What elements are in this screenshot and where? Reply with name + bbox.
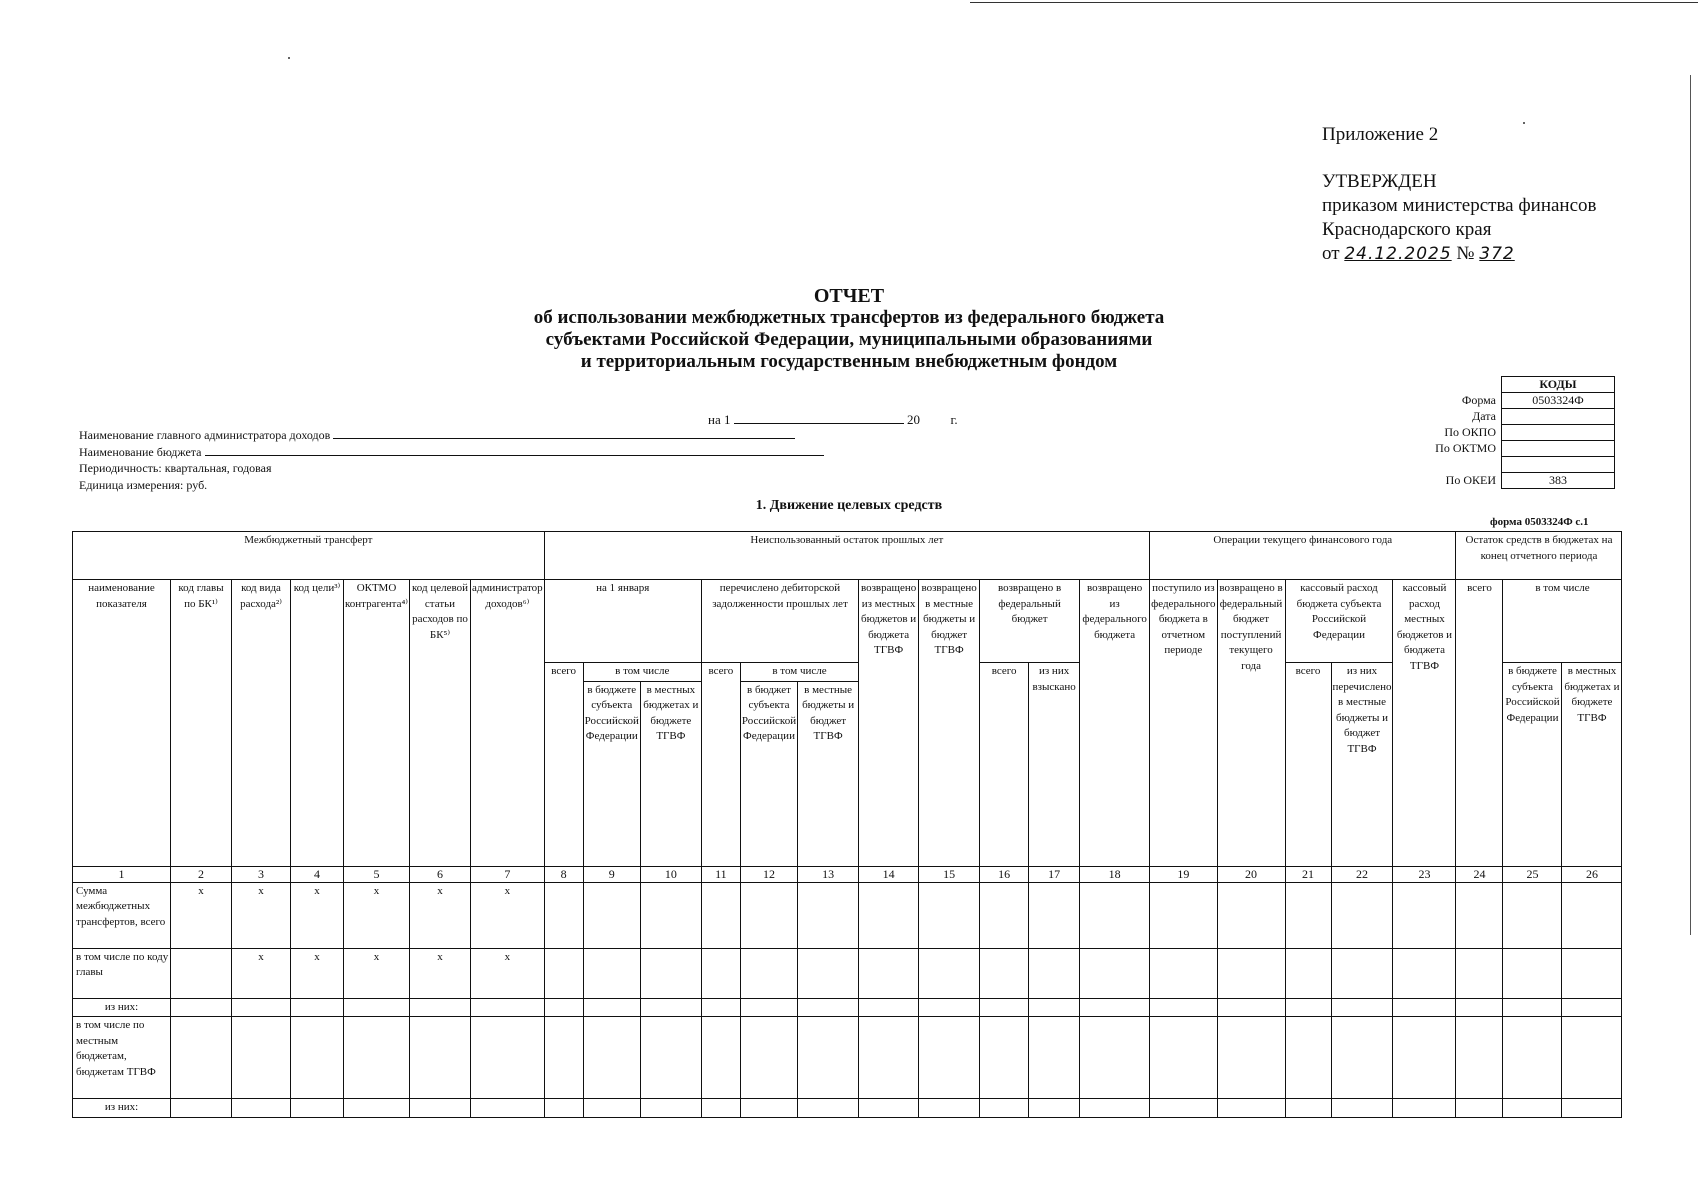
data-cell[interactable]: [470, 1017, 544, 1099]
mark-cell: x: [344, 882, 410, 948]
data-cell[interactable]: [1285, 1099, 1331, 1118]
report-title-line-3: субъектами Российской Федерации, муниципальными образованиями: [545, 329, 1153, 350]
approved-date-line: [1322, 242, 1597, 266]
data-cell[interactable]: [1456, 1017, 1503, 1099]
mark-cell: x: [470, 948, 544, 998]
admin-label: Наименование главного администратора доходов: [79, 428, 331, 442]
data-cell[interactable]: [701, 882, 740, 948]
col-expense-type-code: код вида расхода²⁾: [232, 580, 291, 867]
data-cell[interactable]: [470, 1099, 544, 1118]
column-number: 26: [1562, 866, 1622, 882]
data-cell[interactable]: [583, 1017, 640, 1099]
data-cell[interactable]: [980, 1099, 1029, 1118]
data-cell[interactable]: [232, 998, 291, 1017]
data-cell[interactable]: [1080, 1017, 1150, 1099]
data-cell[interactable]: [1456, 998, 1503, 1017]
data-cell[interactable]: [1562, 998, 1622, 1017]
data-cell[interactable]: [859, 948, 919, 998]
data-cell[interactable]: [1393, 998, 1456, 1017]
data-cell[interactable]: [1331, 882, 1393, 948]
column-number: 14: [859, 866, 919, 882]
mark-cell: x: [409, 948, 470, 998]
data-cell[interactable]: [980, 948, 1029, 998]
data-cell[interactable]: [640, 1099, 701, 1118]
data-cell[interactable]: [701, 1017, 740, 1099]
approval-number: 372: [1479, 244, 1515, 264]
data-cell[interactable]: [701, 1099, 740, 1118]
column-number: 23: [1393, 866, 1456, 882]
group-current-year: Операции текущего финансового года: [1150, 532, 1456, 580]
data-cell[interactable]: [798, 948, 859, 998]
mark-cell: x: [291, 882, 344, 948]
code-label: Форма: [1461, 393, 1496, 407]
data-cell[interactable]: [171, 948, 232, 998]
data-cell[interactable]: [1217, 948, 1285, 998]
col-returned-current: возвращено в федеральный бюджет поступлений текущего года: [1217, 580, 1285, 867]
mark-cell: x: [409, 882, 470, 948]
data-cell[interactable]: [640, 948, 701, 998]
codes-table: [1400, 376, 1615, 489]
mark-cell: x: [232, 882, 291, 948]
col-debt-region: в бюджет субъекта Российской Федерации: [740, 681, 797, 866]
data-cell[interactable]: [583, 998, 640, 1017]
data-cell[interactable]: [1285, 1017, 1331, 1099]
col-debt-total: всего: [701, 663, 740, 867]
code-label: Дата: [1472, 409, 1496, 423]
code-label: По ОКПО: [1444, 425, 1496, 439]
movement-table: [72, 531, 1622, 1118]
col-indicator-name: наименование показателя: [73, 580, 171, 867]
data-cell[interactable]: [1331, 1017, 1393, 1099]
column-number: 19: [1150, 866, 1217, 882]
mark-cell: x: [232, 948, 291, 998]
column-number: 8: [544, 866, 583, 882]
column-number: 25: [1503, 866, 1562, 882]
col-returned-to-local: возвращено в местные бюджеты и бюджет ТГВФ: [919, 580, 980, 867]
data-cell[interactable]: [640, 882, 701, 948]
column-number: 11: [701, 866, 740, 882]
col-jan1-total: всего: [544, 663, 583, 867]
data-cell[interactable]: [640, 998, 701, 1017]
data-cell[interactable]: [291, 998, 344, 1017]
col-cash-to-local: из них перечислено в местные бюджеты и бюджет ТГВФ: [1331, 663, 1393, 867]
data-cell[interactable]: [409, 1099, 470, 1118]
col-remainder-local: в местных бюджетах и бюджете ТГВФ: [1562, 663, 1622, 867]
column-number: 22: [1331, 866, 1393, 882]
code-value-okpo[interactable]: [1502, 425, 1615, 441]
group-end-remainder: Остаток средств в бюджетах на конец отчетного периода: [1456, 532, 1622, 580]
data-cell[interactable]: [544, 1017, 583, 1099]
report-title-line-1: ОТЧЕТ: [813, 285, 885, 307]
col-remainder-incl: в том числе: [1503, 580, 1622, 663]
on-label: на 1: [708, 412, 731, 427]
code-value-date[interactable]: [1502, 409, 1615, 425]
data-cell[interactable]: [859, 1099, 919, 1118]
col-chapter-code: код главы по БК¹⁾: [171, 580, 232, 867]
appendix-label: Приложение 2: [1322, 124, 1439, 145]
data-cell[interactable]: [583, 1099, 640, 1118]
col-returned-to-federal: возвращено в федеральный бюджет: [980, 580, 1080, 663]
data-cell[interactable]: [798, 998, 859, 1017]
form-subtitle: форма 0503324Ф с.1: [1490, 516, 1589, 528]
row-label: из них:: [73, 998, 171, 1017]
data-cell[interactable]: [1331, 1099, 1393, 1118]
column-number: 7: [470, 866, 544, 882]
column-number: 12: [740, 866, 797, 882]
row-label: из них:: [73, 1099, 171, 1118]
col-jan1-local: в местных бюджетах и бюджете ТГВФ: [640, 681, 701, 866]
data-cell[interactable]: [1217, 998, 1285, 1017]
column-number: 6: [409, 866, 470, 882]
data-cell[interactable]: [544, 998, 583, 1017]
column-number: 2: [171, 866, 232, 882]
codes-header: КОДЫ: [1502, 377, 1615, 393]
data-cell[interactable]: [232, 1099, 291, 1118]
data-cell[interactable]: [583, 948, 640, 998]
data-cell[interactable]: [1331, 948, 1393, 998]
budget-blank[interactable]: [205, 444, 824, 456]
col-returned-from-federal: возвращено из федерального бюджета: [1080, 580, 1150, 867]
data-cell[interactable]: [859, 882, 919, 948]
data-cell[interactable]: [1029, 1099, 1080, 1118]
data-cell[interactable]: [1029, 882, 1080, 948]
table-row: [73, 948, 1622, 998]
data-cell[interactable]: [544, 882, 583, 948]
code-label: По ОКЕИ: [1445, 473, 1496, 487]
data-cell[interactable]: [1393, 882, 1456, 948]
column-number: 10: [640, 866, 701, 882]
periodicity: Периодичность: квартальная, годовая: [79, 461, 272, 475]
data-cell[interactable]: [1080, 882, 1150, 948]
data-cell[interactable]: [171, 998, 232, 1017]
data-cell[interactable]: [740, 882, 797, 948]
data-cell[interactable]: [291, 1099, 344, 1118]
column-number: 15: [919, 866, 980, 882]
column-number: 1: [73, 866, 171, 882]
col-revenue-admin: администратор доходов⁶⁾: [470, 580, 544, 867]
report-title: [0, 285, 1698, 373]
row-label: Сумма межбюджетных трансфертов, всего: [73, 882, 171, 948]
from-label: от: [1322, 243, 1340, 264]
data-cell[interactable]: [1080, 1099, 1150, 1118]
row-label: в том числе по местным бюджетам, бюджетам ТГВФ: [73, 1017, 171, 1099]
column-number: 16: [980, 866, 1029, 882]
code-value-oktmo[interactable]: [1502, 441, 1615, 457]
data-cell[interactable]: [919, 882, 980, 948]
report-title-line-2: об использовании межбюджетных трансфертов из федерального бюджета: [533, 307, 1165, 328]
data-cell[interactable]: [740, 998, 797, 1017]
data-cell[interactable]: [1150, 948, 1217, 998]
data-cell[interactable]: [980, 882, 1029, 948]
data-cell[interactable]: [1503, 882, 1562, 948]
group-unused-balance: Неиспользованный остаток прошлых лет: [544, 532, 1149, 580]
data-cell[interactable]: [583, 882, 640, 948]
data-cell[interactable]: [701, 948, 740, 998]
code-value-okei[interactable]: 383: [1502, 473, 1615, 489]
col-cash-expense-region: кассовый расход бюджета субъекта Российской Федерации: [1285, 580, 1393, 663]
col-fedret-total: всего: [980, 663, 1029, 867]
data-cell[interactable]: [344, 1099, 410, 1118]
col-target-item-code: код целевой статьи расходов по БК⁵⁾: [409, 580, 470, 867]
data-cell[interactable]: [740, 948, 797, 998]
code-value-blank[interactable]: [1502, 457, 1615, 473]
data-cell[interactable]: [1562, 1099, 1622, 1118]
data-cell[interactable]: [1503, 1099, 1562, 1118]
column-number: 4: [291, 866, 344, 882]
data-cell[interactable]: [798, 1017, 859, 1099]
data-cell[interactable]: [232, 1017, 291, 1099]
code-value-form[interactable]: 0503324Ф: [1502, 393, 1615, 409]
table-row: [73, 1099, 1622, 1118]
data-cell[interactable]: [1503, 1017, 1562, 1099]
column-number: 20: [1217, 866, 1285, 882]
col-remainder-total: всего: [1456, 580, 1503, 867]
data-cell[interactable]: [344, 1017, 410, 1099]
number-label: №: [1456, 243, 1475, 264]
mark-cell: x: [291, 948, 344, 998]
table-row: [73, 1017, 1622, 1099]
column-number: 17: [1029, 866, 1080, 882]
scan-dot: [1523, 122, 1525, 124]
data-cell[interactable]: [859, 1017, 919, 1099]
data-cell[interactable]: [640, 1017, 701, 1099]
data-cell[interactable]: [1393, 948, 1456, 998]
unit: Единица измерения: руб.: [79, 477, 208, 492]
col-jan1-region: в бюджете субъекта Российской Федерации: [583, 681, 640, 866]
data-cell[interactable]: [1562, 882, 1622, 948]
data-cell[interactable]: [740, 1017, 797, 1099]
data-cell[interactable]: [1456, 1099, 1503, 1118]
approval-date: 24.12.2025: [1344, 244, 1452, 264]
approved-title: УТВЕРЖДЕН: [1322, 171, 1437, 192]
approved-line-1: приказом министерства финансов: [1322, 195, 1597, 216]
data-cell[interactable]: [740, 1099, 797, 1118]
data-cell[interactable]: [1150, 1099, 1217, 1118]
scan-dot: [288, 57, 290, 59]
data-cell[interactable]: [859, 998, 919, 1017]
budget-label: Наименование бюджета: [79, 444, 202, 459]
col-jan1-incl: в том числе: [583, 663, 701, 682]
col-oktmo: ОКТМО контрагента⁴⁾: [344, 580, 410, 867]
col-cash-total: всего: [1285, 663, 1331, 867]
data-cell[interactable]: [1217, 1099, 1285, 1118]
data-cell[interactable]: [1217, 1017, 1285, 1099]
data-cell[interactable]: [544, 948, 583, 998]
report-meta: [79, 427, 824, 493]
data-cell[interactable]: [1285, 998, 1331, 1017]
mark-cell: x: [344, 948, 410, 998]
data-cell[interactable]: [1393, 1017, 1456, 1099]
column-number: 24: [1456, 866, 1503, 882]
code-label: [1400, 457, 1502, 473]
approved-line-2: Краснодарского края: [1322, 219, 1492, 240]
column-number: 13: [798, 866, 859, 882]
data-cell[interactable]: [980, 998, 1029, 1017]
column-number: 3: [232, 866, 291, 882]
data-cell[interactable]: [470, 998, 544, 1017]
col-received-federal: поступило из федерального бюджета в отчетном периоде: [1150, 580, 1217, 867]
data-cell[interactable]: [1285, 882, 1331, 948]
data-cell[interactable]: [409, 998, 470, 1017]
mark-cell: x: [470, 882, 544, 948]
data-cell[interactable]: [1562, 948, 1622, 998]
data-cell[interactable]: [701, 998, 740, 1017]
data-cell[interactable]: [171, 1017, 232, 1099]
data-cell[interactable]: [409, 1017, 470, 1099]
data-cell[interactable]: [919, 1017, 980, 1099]
date-blank[interactable]: [734, 412, 904, 424]
column-numbers-row: [73, 866, 1622, 882]
data-cell[interactable]: [1503, 998, 1562, 1017]
data-cell[interactable]: [798, 882, 859, 948]
data-cell[interactable]: [1080, 948, 1150, 998]
data-cell[interactable]: [1331, 998, 1393, 1017]
column-number: 21: [1285, 866, 1331, 882]
data-cell[interactable]: [1150, 1017, 1217, 1099]
column-number: 18: [1080, 866, 1150, 882]
year-suffix: г.: [950, 412, 958, 427]
data-cell[interactable]: [344, 998, 410, 1017]
col-fedret-recovered: из них взыскано: [1029, 663, 1080, 867]
code-label: По ОКТМО: [1435, 441, 1496, 455]
group-transfer: Межбюджетный трансферт: [73, 532, 545, 580]
data-cell[interactable]: [171, 1099, 232, 1118]
col-debt-transferred: перечислено дебиторской задолженности прошлых лет: [701, 580, 858, 663]
row-label: в том числе по коду главы: [73, 948, 171, 998]
col-jan1: на 1 января: [544, 580, 701, 663]
data-cell[interactable]: [1080, 998, 1150, 1017]
data-cell[interactable]: [1150, 882, 1217, 948]
data-cell[interactable]: [1217, 882, 1285, 948]
data-cell[interactable]: [1562, 1017, 1622, 1099]
data-cell[interactable]: [1029, 998, 1080, 1017]
table-row: [73, 882, 1622, 948]
data-cell[interactable]: [1503, 948, 1562, 998]
col-cash-expense-local: кассовый расход местных бюджетов и бюджета ТГВФ: [1393, 580, 1456, 867]
data-cell[interactable]: [1456, 948, 1503, 998]
data-cell[interactable]: [1285, 948, 1331, 998]
top-border-line: [970, 2, 1698, 3]
data-cell[interactable]: [980, 1017, 1029, 1099]
data-cell[interactable]: [919, 948, 980, 998]
data-cell[interactable]: [1393, 1099, 1456, 1118]
year-prefix: 20: [906, 412, 920, 427]
col-debt-local: в местные бюджеты и бюджет ТГВФ: [798, 681, 859, 866]
data-cell[interactable]: [1029, 1017, 1080, 1099]
data-cell[interactable]: [291, 1017, 344, 1099]
section-title: 1. Движение целевых средств: [755, 498, 943, 513]
col-remainder-region: в бюджете субъекта Российской Федерации: [1503, 663, 1562, 867]
data-cell[interactable]: [919, 998, 980, 1017]
mark-cell: x: [171, 882, 232, 948]
data-cell[interactable]: [1456, 882, 1503, 948]
col-debt-incl: в том числе: [740, 663, 858, 682]
data-cell[interactable]: [1029, 948, 1080, 998]
col-returned-from-local: возвращено из местных бюджетов и бюджета ТГВФ: [859, 580, 919, 867]
data-cell[interactable]: [919, 1099, 980, 1118]
column-number: 9: [583, 866, 640, 882]
approval-block: [1322, 170, 1597, 266]
data-cell[interactable]: [1150, 998, 1217, 1017]
admin-blank[interactable]: [333, 427, 795, 439]
report-title-line-4: и территориальным государственным внебюджетным фондом: [580, 351, 1118, 372]
data-cell[interactable]: [798, 1099, 859, 1118]
col-purpose-code: код цели³⁾: [291, 580, 344, 867]
column-number: 5: [344, 866, 410, 882]
data-cell[interactable]: [544, 1099, 583, 1118]
table-row: [73, 998, 1622, 1017]
